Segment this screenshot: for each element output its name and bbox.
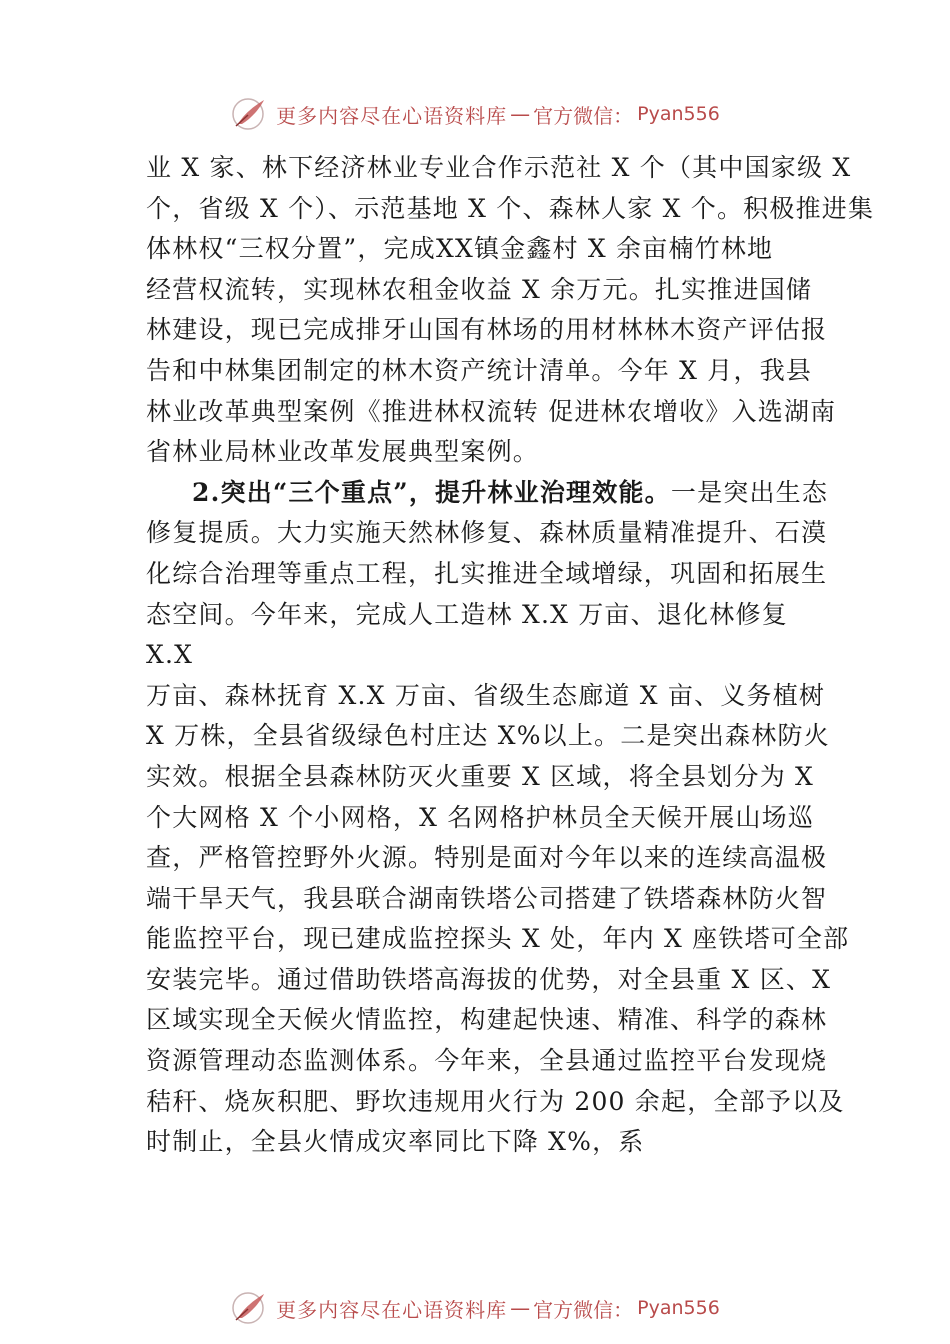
header-separator: — bbox=[510, 102, 531, 126]
document-body bbox=[146, 148, 875, 1163]
text-line: 省林业局林业改革发展典型案例。 bbox=[146, 437, 540, 467]
header-colon: ： bbox=[613, 103, 634, 128]
paragraph-2-heading: 2.突出“三个重点”，提升林业治理效能。 bbox=[192, 477, 671, 507]
text-line: 修复提质。大力实施天然林修复、森林质量精准提升、石漠 bbox=[146, 518, 828, 548]
footer-colon: ： bbox=[613, 1297, 634, 1322]
footer-brand-text: 更多内容尽在心语资料库 bbox=[276, 1297, 508, 1322]
text-line: 个大网格 X 个小网格，X 名网格护林员全天候开展山场巡 bbox=[146, 802, 815, 832]
feather-quill-logo-icon bbox=[230, 1290, 270, 1326]
text-line: 林建设，现已完成排牙山国有林场的用材林林木资产评估报 bbox=[146, 315, 828, 345]
text-line: X.X bbox=[146, 640, 194, 670]
text-line: 个，省级 X 个）、示范基地 X 个、森林人家 X 个。积极推进集 bbox=[146, 193, 875, 223]
feather-quill-logo-icon bbox=[230, 96, 270, 132]
footer-wechat-id: Pyan556 bbox=[637, 1297, 720, 1319]
text-line: X 万株，全县省级绿色村庄达 X%以上。二是突出森林防火 bbox=[146, 721, 830, 751]
text-line: 秸秆、烧灰积肥、野坎违规用火行为 200 余起，全部予以及 bbox=[146, 1086, 845, 1116]
text-line: 林业改革典型案例《推进林权流转 促进林农增收》入选湖南 bbox=[146, 396, 837, 426]
header-banner bbox=[0, 92, 950, 136]
text-line: 资源管理动态监测体系。今年来，全县通过监控平台发现烧 bbox=[146, 1046, 828, 1076]
text-line: 实效。根据全县森林防灭火重要 X 区域，将全县划分为 X bbox=[146, 761, 815, 791]
text-line: 业 X 家、林下经济林业专业合作示范社 X 个（其中国家级 X bbox=[146, 153, 852, 182]
text-line: 体林权“三权分置”，完成XX镇金鑫村 X 余亩楠竹林地 bbox=[146, 234, 774, 264]
footer-wechat-label: 官方微信 bbox=[533, 1297, 614, 1322]
header-brand-text: 更多内容尽在心语资料库 bbox=[276, 103, 508, 128]
text-line: 万亩、森林抚育 X.X 万亩、省级生态廊道 X 亩、义务植树 bbox=[146, 680, 826, 710]
text-line: 端干旱天气，我县联合湖南铁塔公司搭建了铁塔森林防火智 bbox=[146, 883, 828, 913]
text-line: 态空间。今年来，完成人工造林 X.X 万亩、退化林修复 bbox=[146, 599, 788, 629]
text-line: 区域实现全天候火情监控，构建起快速、精准、科学的森林 bbox=[146, 1005, 828, 1035]
header-wechat-label: 官方微信 bbox=[533, 103, 614, 128]
paragraph-2-first-line bbox=[146, 473, 846, 514]
text-line: 能监控平台，现已建成监控探头 X 处，年内 X 座铁塔可全部 bbox=[146, 924, 850, 954]
text-line: 查，严格管控野外火源。特别是面对今年以来的连续高温极 bbox=[146, 843, 828, 873]
footer-banner bbox=[0, 1286, 950, 1330]
footer-separator: — bbox=[510, 1296, 531, 1320]
paragraph-2-first-rest: 一是突出生态 bbox=[670, 477, 829, 507]
text-line: 化综合治理等重点工程，扎实推进全域增绿，巩固和拓展生 bbox=[146, 558, 828, 588]
header-wechat-id: Pyan556 bbox=[637, 103, 720, 125]
text-line: 告和中林集团制定的林木资产统计清单。今年 X 月，我县 bbox=[146, 355, 813, 385]
text-line: 安装完毕。通过借助铁塔高海拔的优势，对全县重 X 区、X bbox=[146, 964, 832, 994]
text-line: 时制止，全县火情成灾率同比下降 X%，系 bbox=[146, 1127, 645, 1157]
text-line: 经营权流转，实现林农租金收益 X 余万元。扎实推进国储 bbox=[146, 274, 813, 304]
